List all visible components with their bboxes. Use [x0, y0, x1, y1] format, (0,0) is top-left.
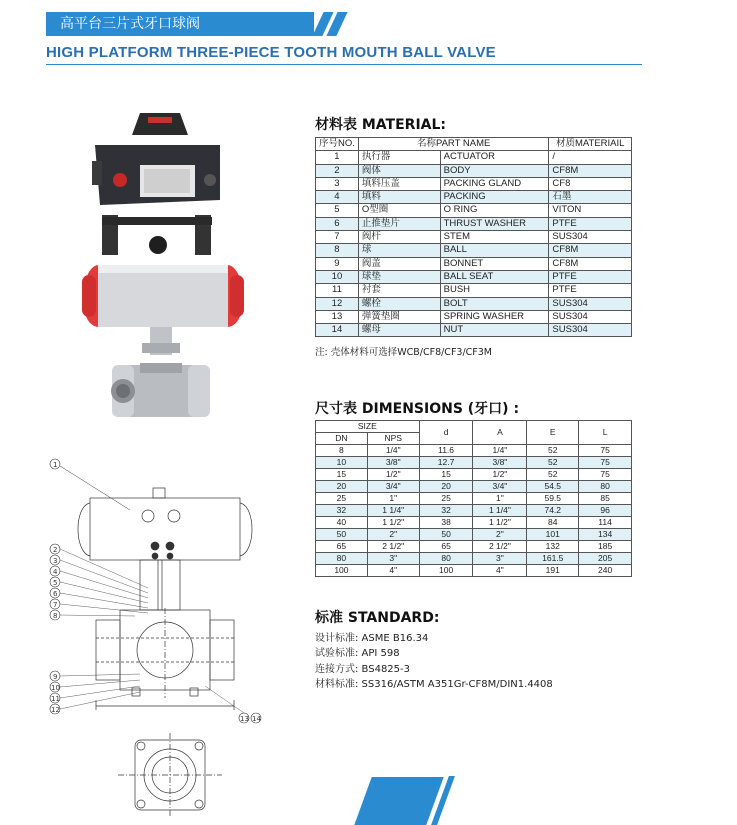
dimension-cell-d: 65 [419, 541, 473, 553]
header-divider [46, 64, 642, 65]
product-photo [70, 105, 250, 435]
material-row-en: THRUST WASHER [440, 217, 549, 230]
svg-text:2: 2 [53, 546, 58, 554]
material-row-no: 12 [316, 297, 359, 310]
dimension-cell-a: 4" [473, 565, 527, 577]
footer-block [354, 777, 443, 825]
standard-material: 材料标准: SS316/ASTM A351Gr-CF8M/DIN1.4408 [315, 678, 553, 690]
material-row-cn: O型圈 [358, 204, 440, 217]
material-row-cn: 填料压盖 [358, 177, 440, 190]
dimension-cell-d: 80 [419, 553, 473, 565]
dimension-cell-d: 20 [419, 481, 473, 493]
material-row-mat: CF8M [549, 257, 632, 270]
material-row-en: BOLT [440, 297, 549, 310]
svg-text:7: 7 [53, 601, 58, 609]
material-row-no: 4 [316, 191, 359, 204]
dimension-cell-nps: 3/4" [367, 481, 419, 493]
dimension-cell-d: 100 [419, 565, 473, 577]
material-row-en: ACTUATOR [440, 151, 549, 164]
dimension-cell-d: 15 [419, 469, 473, 481]
dimensions-heading: 尺寸表 DIMENSIONS (牙口) : [315, 401, 520, 417]
material-row-no: 3 [316, 177, 359, 190]
material-row-cn: 弹簧垫圈 [358, 310, 440, 323]
dimension-cell-dn: 80 [316, 553, 368, 565]
material-row-mat: SUS304 [549, 231, 632, 244]
dimension-row [316, 445, 632, 457]
material-row [316, 297, 632, 310]
dimension-row [316, 529, 632, 541]
dimension-cell-d: 50 [419, 529, 473, 541]
material-row-mat: PTFE [549, 217, 632, 230]
dimension-cell-nps: 1 1/2" [367, 517, 419, 529]
dimension-cell-dn: 50 [316, 529, 368, 541]
material-row [316, 231, 632, 244]
dimension-cell-dn: 32 [316, 505, 368, 517]
dimension-cell-nps: 1 1/4" [367, 505, 419, 517]
svg-text:5: 5 [53, 579, 58, 587]
material-row-cn: 衬套 [358, 284, 440, 297]
material-row-mat: VITON [549, 204, 632, 217]
dimension-cell-nps: 1/2" [367, 469, 419, 481]
dimension-cell-e: 191 [527, 565, 579, 577]
dimension-cell-l: 96 [579, 505, 632, 517]
col-l: L [579, 421, 632, 445]
svg-text:13: 13 [240, 715, 249, 723]
svg-text:8: 8 [53, 612, 58, 620]
svg-text:1: 1 [53, 461, 58, 469]
material-row-mat: SUS304 [549, 310, 632, 323]
material-row-en: PACKING [440, 191, 549, 204]
dimension-cell-l: 185 [579, 541, 632, 553]
dimension-cell-dn: 40 [316, 517, 368, 529]
dimension-cell-e: 52 [527, 445, 579, 457]
material-note: 注: 壳体材料可选择WCB/CF8/CF3/CF3M [315, 347, 492, 358]
col-a: A [473, 421, 527, 445]
dimension-cell-a: 3/8" [473, 457, 527, 469]
dimension-row [316, 469, 632, 481]
material-row [316, 204, 632, 217]
material-row-cn: 球 [358, 244, 440, 257]
dimension-cell-e: 132 [527, 541, 579, 553]
material-row [316, 191, 632, 204]
material-row [316, 324, 632, 337]
material-row-cn: 阀体 [358, 164, 440, 177]
material-row-no: 9 [316, 257, 359, 270]
dimension-cell-l: 75 [579, 457, 632, 469]
material-row-cn: 球垫 [358, 270, 440, 283]
dimension-cell-e: 52 [527, 469, 579, 481]
dimension-cell-l: 134 [579, 529, 632, 541]
svg-text:9: 9 [53, 673, 58, 681]
dimension-cell-d: 38 [419, 517, 473, 529]
dimension-cell-nps: 2 1/2" [367, 541, 419, 553]
col-dn: DN [316, 433, 368, 445]
material-row-no: 7 [316, 231, 359, 244]
dimension-row [316, 565, 632, 577]
dimension-cell-a: 3" [473, 553, 527, 565]
dimension-cell-d: 25 [419, 493, 473, 505]
dimension-cell-a: 1 1/4" [473, 505, 527, 517]
col-part-name: 名称PART NAME [358, 138, 549, 151]
svg-text:14: 14 [252, 715, 261, 723]
dimension-cell-nps: 1" [367, 493, 419, 505]
svg-text:11: 11 [51, 695, 60, 703]
dimension-cell-a: 1/4" [473, 445, 527, 457]
dimensions-table-header [316, 421, 632, 433]
material-row [316, 177, 632, 190]
standard-test: 试验标准: API 598 [315, 648, 400, 660]
col-no: 序号NO. [316, 138, 359, 151]
material-row-en: BODY [440, 164, 549, 177]
material-row-en: NUT [440, 324, 549, 337]
dimension-cell-a: 2" [473, 529, 527, 541]
material-row [316, 284, 632, 297]
material-row-mat: SUS304 [549, 324, 632, 337]
dimension-cell-d: 12.7 [419, 457, 473, 469]
dimension-cell-nps: 3/8" [367, 457, 419, 469]
material-table [315, 137, 632, 337]
dimension-row [316, 517, 632, 529]
material-row [316, 270, 632, 283]
dimension-cell-nps: 3" [367, 553, 419, 565]
dimension-cell-a: 1 1/2" [473, 517, 527, 529]
material-row [316, 217, 632, 230]
standard-connection: 连接方式: BS4825-3 [315, 663, 410, 675]
material-row-cn: 螺母 [358, 324, 440, 337]
material-row-cn: 执行器 [358, 151, 440, 164]
standard-design: 设计标准: ASME B16.34 [315, 633, 429, 644]
material-row-mat: CF8M [549, 244, 632, 257]
material-row-no: 2 [316, 164, 359, 177]
dimension-cell-d: 11.6 [419, 445, 473, 457]
callout-1 [50, 459, 60, 469]
svg-text:12: 12 [51, 706, 60, 714]
material-row-en: O RING [440, 204, 549, 217]
header-title-cn: 高平台三片式牙口球阀 [60, 16, 200, 32]
dimension-cell-nps: 1/4" [367, 445, 419, 457]
col-d: d [419, 421, 473, 445]
material-row [316, 164, 632, 177]
dimension-cell-e: 59.5 [527, 493, 579, 505]
dimension-cell-a: 3/4" [473, 481, 527, 493]
dimension-cell-l: 205 [579, 553, 632, 565]
material-row-en: BUSH [440, 284, 549, 297]
dimension-row [316, 553, 632, 565]
col-size: SIZE [316, 421, 420, 433]
dimension-cell-a: 1" [473, 493, 527, 505]
standard-list [315, 631, 553, 692]
material-row-cn: 阀盖 [358, 257, 440, 270]
material-row-mat: PTFE [549, 284, 632, 297]
dimension-row [316, 457, 632, 469]
dimension-cell-a: 1/2" [473, 469, 527, 481]
material-row-no: 8 [316, 244, 359, 257]
material-heading: 材料表 MATERIAL: [315, 117, 447, 133]
dimensions-table [315, 420, 632, 577]
material-row-mat: PTFE [549, 270, 632, 283]
material-row-en: BALL [440, 244, 549, 257]
dimension-cell-nps: 2" [367, 529, 419, 541]
material-row [316, 310, 632, 323]
dimension-cell-dn: 25 [316, 493, 368, 505]
dimension-row [316, 481, 632, 493]
material-row-en: BONNET [440, 257, 549, 270]
svg-text:6: 6 [53, 590, 58, 598]
dimension-cell-dn: 100 [316, 565, 368, 577]
material-row-cn: 填料 [358, 191, 440, 204]
material-row-mat: 石墨 [549, 191, 632, 204]
col-nps: NPS [367, 433, 419, 445]
material-row-mat: CF8M [549, 164, 632, 177]
material-row [316, 151, 632, 164]
dimension-cell-d: 32 [419, 505, 473, 517]
dimension-cell-nps: 4" [367, 565, 419, 577]
dimension-cell-l: 75 [579, 445, 632, 457]
material-row-en: BALL SEAT [440, 270, 549, 283]
dimension-cell-dn: 20 [316, 481, 368, 493]
material-row-no: 1 [316, 151, 359, 164]
dimension-cell-l: 114 [579, 517, 632, 529]
material-row-en: PACKING GLAND [440, 177, 549, 190]
material-row-no: 13 [316, 310, 359, 323]
material-row-en: STEM [440, 231, 549, 244]
material-row-mat: SUS304 [549, 297, 632, 310]
dimension-cell-dn: 10 [316, 457, 368, 469]
dimension-cell-dn: 15 [316, 469, 368, 481]
dimension-cell-e: 161.5 [527, 553, 579, 565]
dimension-cell-l: 85 [579, 493, 632, 505]
material-row-no: 10 [316, 270, 359, 283]
material-row [316, 257, 632, 270]
material-row [316, 244, 632, 257]
svg-text:3: 3 [53, 557, 58, 565]
standard-heading: 标准 STANDARD: [315, 610, 440, 626]
material-row-no: 6 [316, 217, 359, 230]
material-table-header [316, 138, 632, 151]
material-row-en: SPRING WASHER [440, 310, 549, 323]
material-row-mat: CF8 [549, 177, 632, 190]
dimension-cell-e: 54.5 [527, 481, 579, 493]
dimension-cell-e: 84 [527, 517, 579, 529]
dimension-cell-dn: 65 [316, 541, 368, 553]
header-title-en: HIGH PLATFORM THREE-PIECE TOOTH MOUTH BALL VALVE [46, 44, 496, 61]
dimension-row [316, 541, 632, 553]
dimension-cell-l: 240 [579, 565, 632, 577]
material-row-mat: / [549, 151, 632, 164]
svg-text:10: 10 [51, 684, 60, 692]
dimension-cell-l: 75 [579, 469, 632, 481]
col-e: E [527, 421, 579, 445]
dimension-cell-dn: 8 [316, 445, 368, 457]
dimension-cell-e: 101 [527, 529, 579, 541]
dimension-cell-e: 74.2 [527, 505, 579, 517]
dimension-row [316, 493, 632, 505]
material-row-no: 11 [316, 284, 359, 297]
dimension-cell-l: 80 [579, 481, 632, 493]
technical-drawing [40, 448, 280, 823]
material-row-no: 14 [316, 324, 359, 337]
dimension-row [316, 505, 632, 517]
svg-text:4: 4 [53, 568, 58, 576]
dimension-cell-a: 2 1/2" [473, 541, 527, 553]
material-row-cn: 阀杆 [358, 231, 440, 244]
material-row-no: 5 [316, 204, 359, 217]
material-row-cn: 止推垫片 [358, 217, 440, 230]
material-row-cn: 螺栓 [358, 297, 440, 310]
col-material: 材质MATERIAIL [549, 138, 632, 151]
dimension-cell-e: 52 [527, 457, 579, 469]
